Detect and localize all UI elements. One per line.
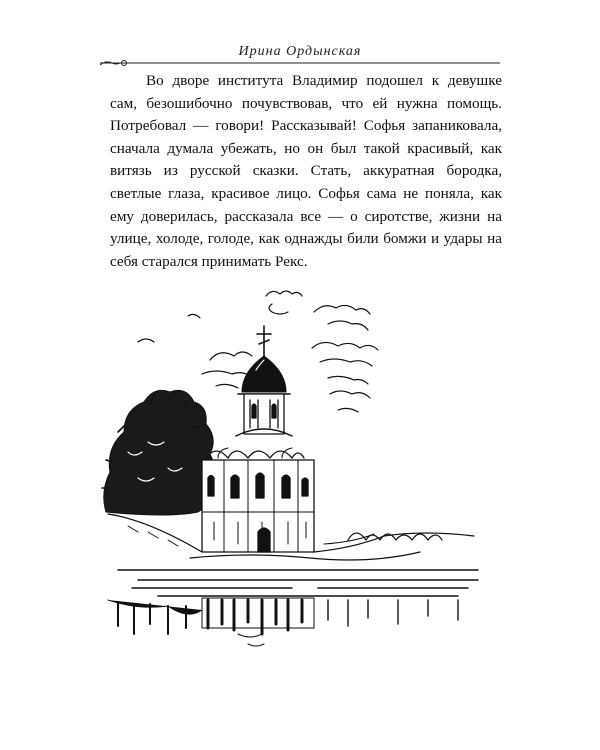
body-text	[110, 70, 502, 273]
running-head-title: Ирина Ордынская	[238, 44, 362, 59]
church-body	[202, 448, 314, 552]
church-illustration	[98, 282, 493, 657]
body-paragraph: Во дворе института Владимир подошел к девушке сам, безошибочно почувствовав, что ей нужна помощь. Потребовал — говори! Рассказывай! Софья запаниковала, сначала думала убежать, но он был такой красивый, как витязь из русской сказки. Стать, аккуратная бородка, светлые глаза, красивое лицо. Софья сама не поняла, как ему доверилась, рассказала все — о сиротстве, жизни на улице, холоде, голоде, как однажды били бомжи и удары на себя старался принимать Рекс.	[110, 72, 502, 270]
cross-icon	[257, 326, 271, 356]
water-lines	[118, 570, 478, 596]
trees-drawing	[102, 390, 215, 515]
reflection-drawing	[108, 598, 458, 646]
church-dome	[238, 356, 290, 394]
church-drum	[236, 394, 292, 436]
